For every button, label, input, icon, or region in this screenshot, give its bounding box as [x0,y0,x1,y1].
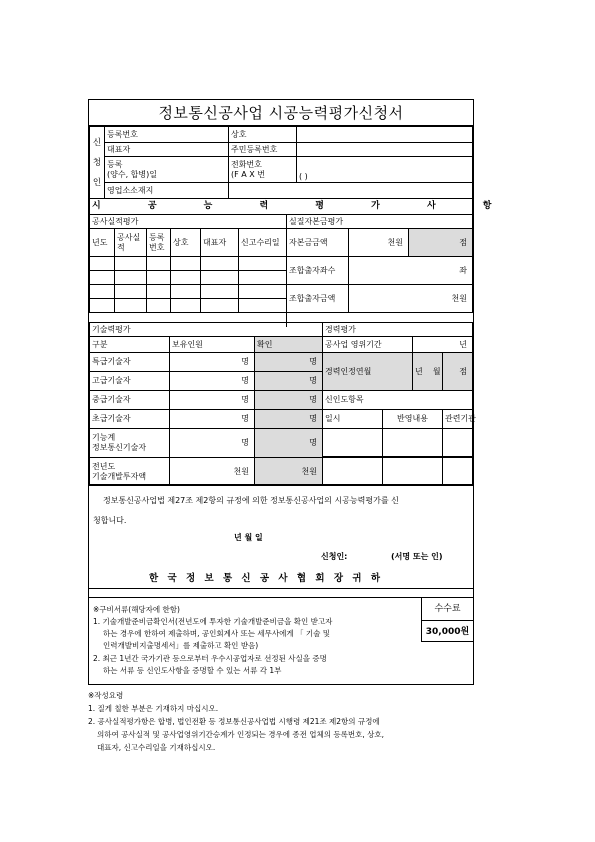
application-form [88,99,514,685]
union-amount-label: 조합출자금액 [287,285,349,313]
perf-cell[interactable] [171,271,201,285]
perf-cell[interactable] [147,271,171,285]
applicant-side-label: 신 청 인 [90,127,105,199]
col-regno: 등록번호 [147,229,171,257]
declaration-box [89,484,473,589]
tech-count-field[interactable]: 명 [170,429,255,458]
note-2-line2: 의하여 공사실적 및 공사업영위기간승계가 인정되는 경우에 종전 업체의 등록번호, 상호, [97,730,385,739]
perf-cell[interactable] [239,299,287,313]
perf-cell[interactable] [90,257,115,271]
col-performance: 공사실적 [115,229,147,257]
tech-col-count: 보유인원 [170,337,255,353]
perf-cell[interactable] [147,257,171,271]
perf-cell[interactable] [201,285,239,299]
perf-cell[interactable] [201,257,239,271]
tech-count-field[interactable]: 명 [170,353,255,372]
credit-cell[interactable] [443,458,473,486]
notes-heading: ※작성요령 [88,691,124,700]
tech-count-field[interactable]: 명 [170,391,255,410]
performance-capital-table [89,214,473,327]
capital-point: 점 [409,229,473,257]
credit-col-content: 반영내용 [383,410,443,429]
declaration-date: 년 월 일 [234,533,263,542]
tech-check-field: 명 [255,353,323,372]
attachment-item1-line2: 하는 경우에 한하여 제출하며, 공인회계사 또는 세무사에게 「 기술 및 [103,629,330,638]
career-recog-point: 점 [443,353,473,391]
col-report-date: 신고수리일 [239,229,287,257]
attachment-item2-line2: 하는 서류 등 신인도사항을 증명할 수 있는 서류 각 1부 [103,666,282,675]
union-amount-field[interactable]: 천원 [349,285,473,313]
fee-box [421,598,473,642]
address-field[interactable] [229,183,473,199]
perf-cell[interactable] [115,299,147,313]
applicant-table [89,126,473,199]
credit-cell[interactable] [383,458,443,486]
attachment-item1-line1: 1. 기술개발준비금확인서(전년도에 투자한 기술개발준비금을 확인 받고자 [93,617,333,626]
tech-row-label: 전년도 기술개발투자액 [90,458,170,486]
attachments-box [89,597,473,686]
tech-row-label: 특급기술자 [90,353,170,372]
perf-cell[interactable] [201,299,239,313]
resident-no-field[interactable] [297,143,473,157]
tech-col-type: 구분 [90,337,170,353]
tech-count-field[interactable]: 명 [170,410,255,429]
career-recog-label: 경력인정연월 [323,353,413,391]
phone-label: 전화번호 (F A X 번 [229,157,297,183]
perf-cell[interactable] [90,285,115,299]
perf-cell[interactable] [90,271,115,285]
tech-check-field: 명 [255,410,323,429]
tech-count-field[interactable]: 천원 [170,458,255,486]
perf-cell[interactable] [147,299,171,313]
perf-cell[interactable] [171,285,201,299]
section-header-table [89,198,514,215]
tech-count-field[interactable]: 명 [170,372,255,391]
tech-title: 기술력평가 [90,323,323,337]
career-title: 경력평가 [323,323,473,337]
career-period-label: 공사업 영위기간 [323,337,413,353]
union-shares-label: 조합출자좌수 [287,257,349,285]
tech-check-field: 명 [255,391,323,410]
phone-field[interactable]: ( ) [297,157,473,183]
capital-amount-label: 자본금금액 [287,229,349,257]
tech-career-table [89,322,476,486]
fee-label: 수수료 [422,598,473,621]
tech-check-field: 명 [255,429,323,458]
union-shares-field[interactable]: 좌 [349,257,473,285]
applicant-sign-label: 신청인: [321,552,348,561]
attachment-item1-line3: 인력개발비지출명세서」를 제출하고 확인 받음) [103,641,259,650]
capital-amount-field[interactable]: 천원 [349,229,409,257]
tech-col-check: 확인 [255,337,323,353]
reg-date-label: 등록 (양수, 합병)일 [105,157,229,183]
perf-cell[interactable] [115,285,147,299]
credit-cell[interactable] [323,458,383,486]
resident-no-label: 주민등록번호 [229,143,297,157]
credit-col-date: 일시 [323,410,383,429]
declaration-line2: 청합니다. [93,516,127,525]
credit-cell[interactable] [323,429,383,457]
reg-no-label: 등록번호 [105,127,229,143]
career-period-field[interactable]: 년 [413,337,473,353]
tech-check-field: 명 [255,372,323,391]
credit-cell[interactable] [383,429,443,457]
credit-title: 신인도항목 [323,391,473,410]
tech-row-label: 고급기술자 [90,372,170,391]
perf-cell[interactable] [115,271,147,285]
performance-title: 공사실적평가 [90,215,287,229]
address-label: 영업소소재지 [105,183,229,199]
perf-cell[interactable] [239,271,287,285]
sign-field[interactable]: (서명 또는 인) [391,552,443,561]
tech-row-label: 기능계 정보통신기술자 [90,429,170,458]
col-rep: 대표자 [201,229,239,257]
note-2-line1: 2. 공사실적평가항은 합병, 법인전환 등 정보통신공사업법 시행령 제21조 제2항의 규정에 [88,717,380,726]
perf-cell[interactable] [239,285,287,299]
company-label: 상호 [229,127,297,143]
rep-label: 대표자 [105,143,229,157]
tech-row-label: 중급기술자 [90,391,170,410]
perf-cell[interactable] [201,271,239,285]
declaration-line1: 정보통신공사업법 제27조 제2항의 규정에 의한 정보통신공사업의 시공능력평가를 신 [103,496,399,505]
section-header: 시 공 능 력 평 가 사 항 [90,199,473,215]
credit-col-agency: 관련기관 [443,410,473,429]
perf-cell[interactable] [171,299,201,313]
perf-cell[interactable] [115,257,147,271]
career-recog-year: 년 월 [413,353,443,391]
addressee: 한 국 정 보 통 신 공 사 협 회 장 귀 하 [149,573,383,584]
capital-title: 실질자본금평가 [287,215,473,229]
perf-cell[interactable] [147,285,171,299]
note-2-line3: 대표자, 신고수리일을 기재하십시오. [97,743,216,752]
note-1: 1. 질게 칠한 부분은 기재하지 마십시오. [88,704,219,713]
company-field[interactable] [297,127,473,143]
attachments-heading: ※구비서류(해당자에 한함) [93,605,180,614]
perf-cell[interactable] [239,257,287,271]
col-company: 상호 [171,229,201,257]
perf-cell[interactable] [171,257,201,271]
credit-cell[interactable] [443,429,473,457]
tech-row-label: 초급기술자 [90,410,170,429]
col-year: 년도 [90,229,115,257]
attachment-item2-line1: 2. 최근 1년간 국가기관 등으로부터 우수시공업자로 선정된 사실을 증명 [93,654,327,663]
tech-check-field: 천원 [255,458,323,486]
fee-value: 30,000원 [425,627,470,637]
perf-cell[interactable] [90,299,115,313]
form-title: 정보통신공사업 시공능력평가신청서 [89,100,473,126]
